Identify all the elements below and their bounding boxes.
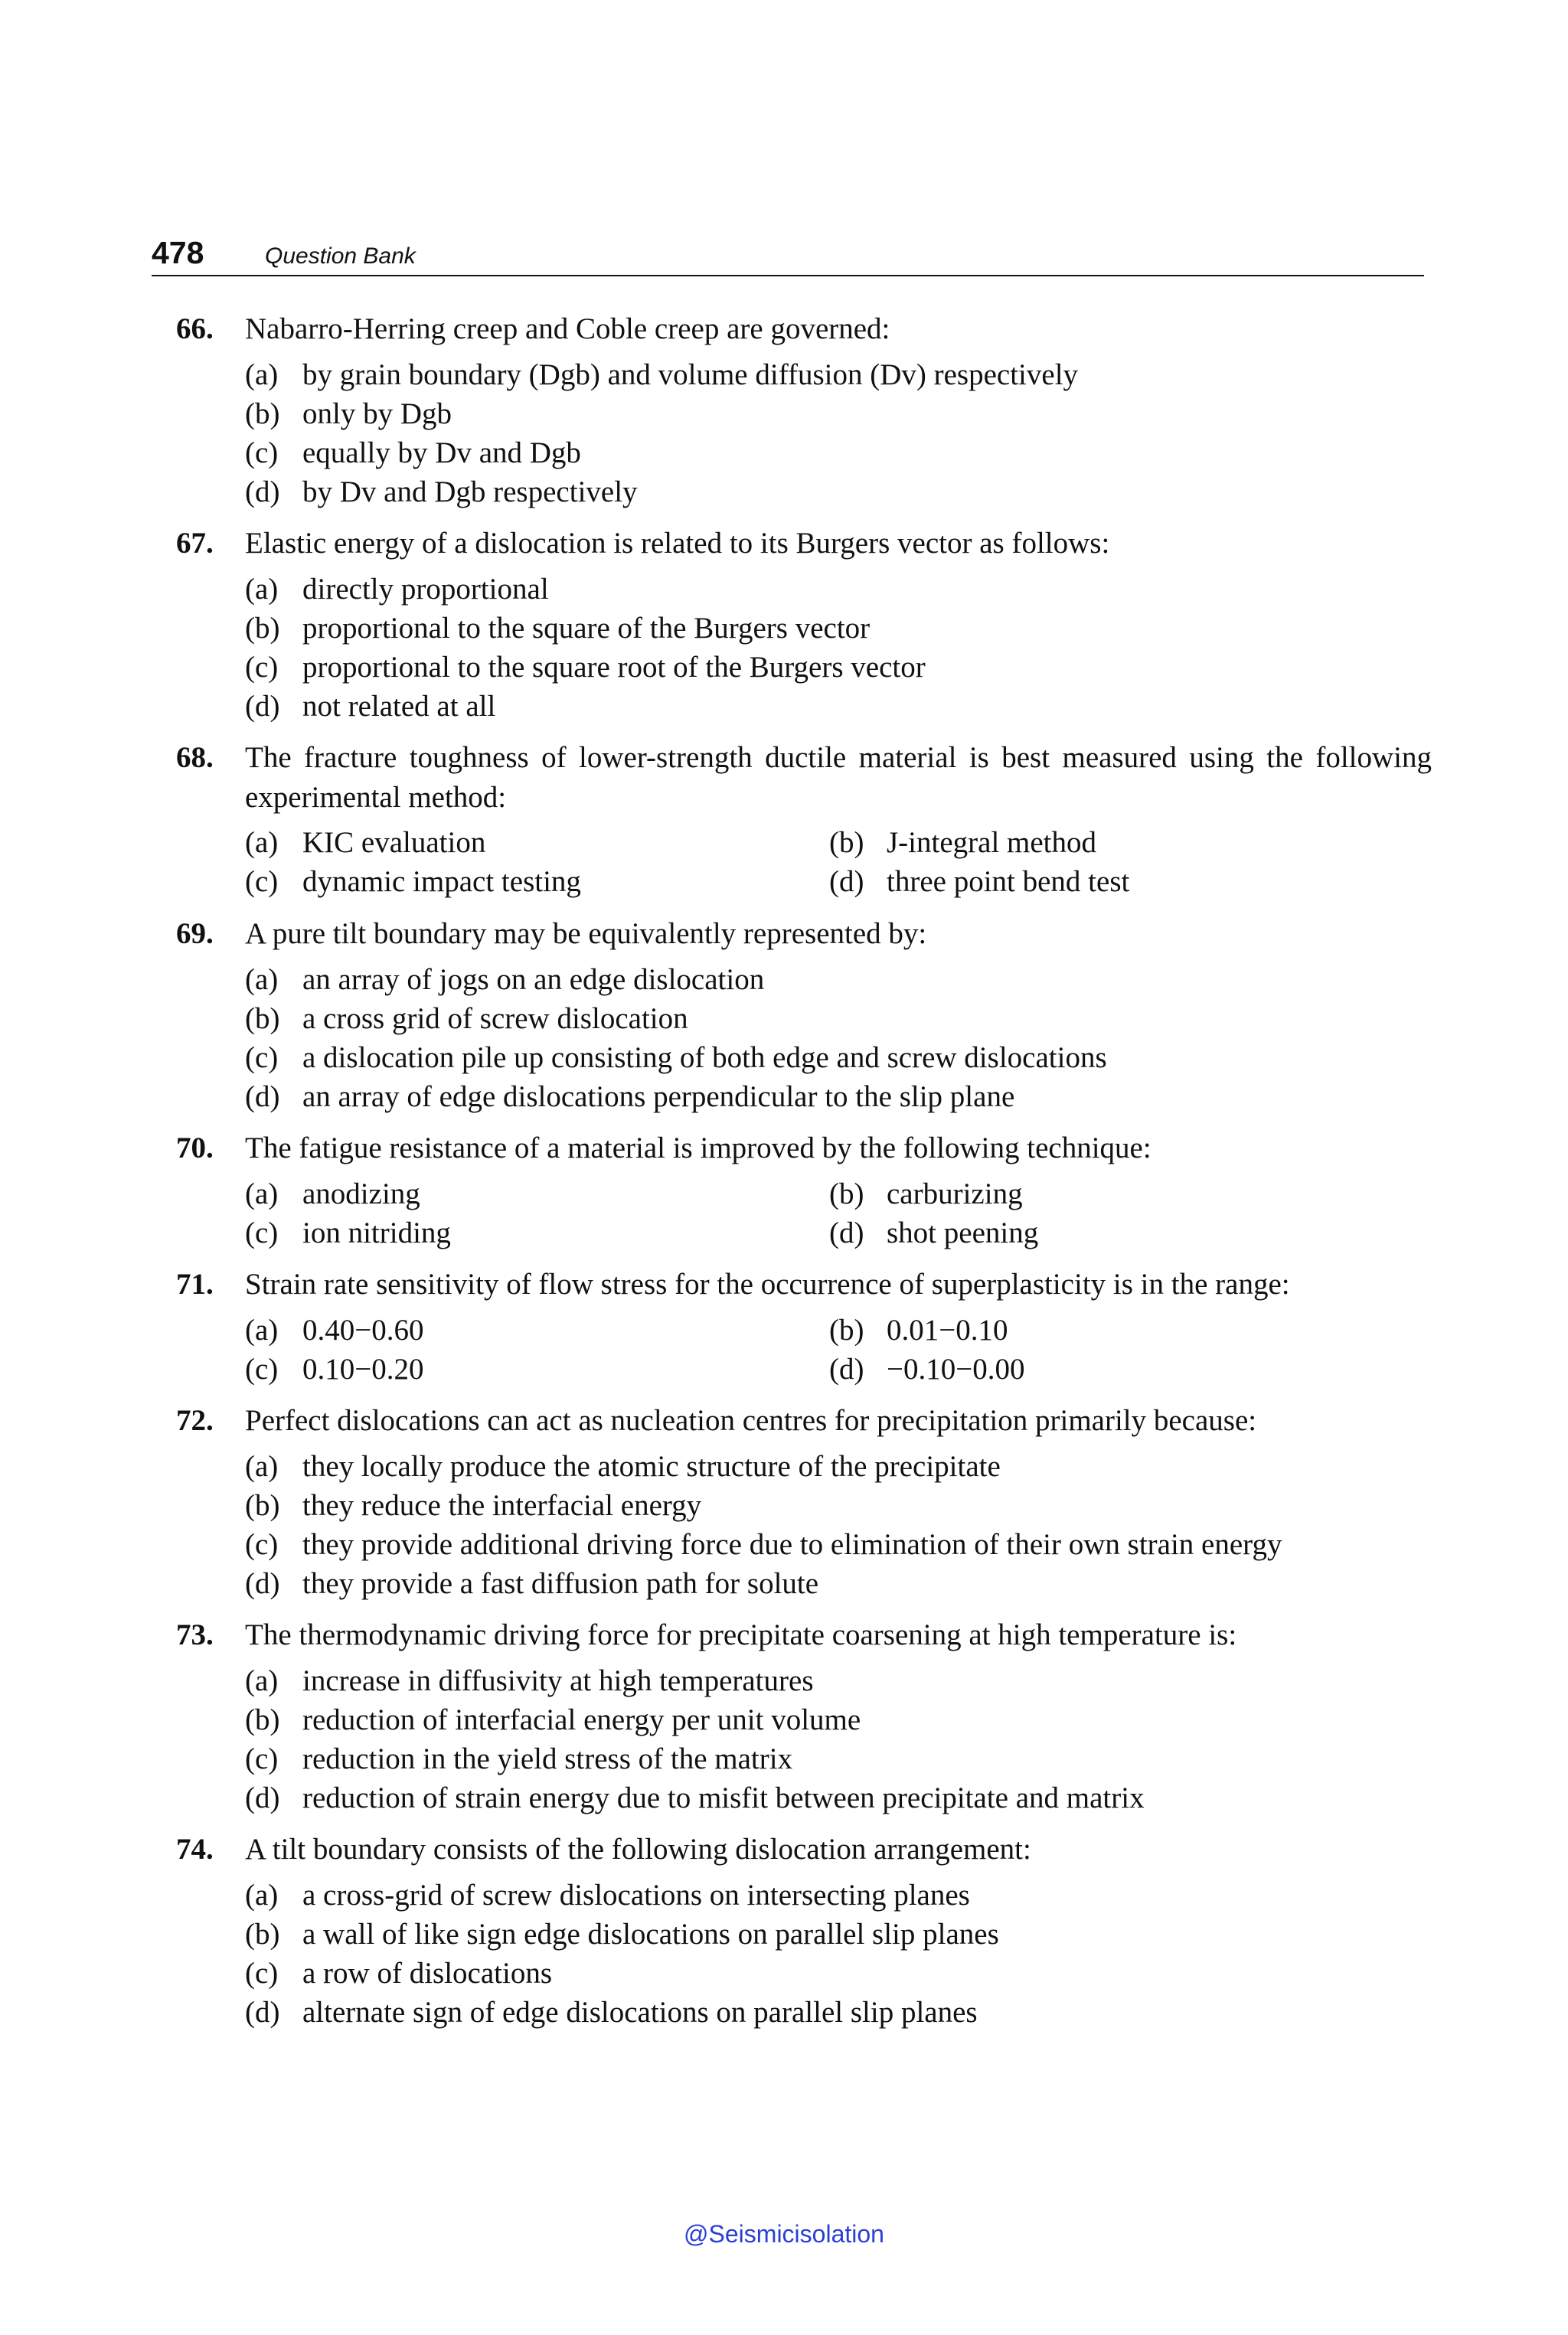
- option: [245, 609, 870, 648]
- option-letter: (c): [245, 1957, 279, 1990]
- option-letter: (d): [245, 690, 280, 723]
- option-letter: (b): [245, 397, 280, 430]
- option-letter: (b): [829, 1314, 864, 1347]
- question-stem: The thermodynamic driving force for precipitate coarsening at high temperature is:: [245, 1618, 1237, 1651]
- option-letter: (c): [245, 865, 279, 898]
- option: [245, 1174, 420, 1214]
- option-letter: (d): [245, 1996, 280, 2029]
- option: [829, 1174, 1023, 1214]
- option-letter: (d): [245, 1567, 280, 1600]
- option-letter: (b): [245, 1002, 280, 1035]
- option-text: they provide a fast diffusion path for solute: [302, 1567, 819, 1600]
- option-letter: (c): [245, 651, 279, 684]
- option-letter: (a): [245, 573, 279, 606]
- option: [245, 1311, 424, 1350]
- question-number: 72.: [176, 1404, 214, 1437]
- question-stem: Nabarro-Herring creep and Coble creep are governed:: [245, 312, 890, 345]
- option-letter: (c): [245, 1041, 279, 1074]
- option-text: not related at all: [302, 690, 496, 723]
- option-text: ion nitriding: [302, 1216, 451, 1249]
- question-stem: The fracture toughness of lower-strength ductile material is best measured using the following experimental method:: [245, 741, 1432, 814]
- option-text: 0.01−0.10: [887, 1314, 1008, 1347]
- option-text: a dislocation pile up consisting of both edge and screw dislocations: [302, 1041, 1107, 1074]
- option-letter: (b): [245, 612, 280, 645]
- option-letter: (a): [245, 1450, 279, 1483]
- option: [245, 1876, 970, 1915]
- option-text: shot peening: [887, 1216, 1039, 1249]
- option-text: they provide additional driving force due to elimination of their own strain energy: [302, 1528, 1282, 1561]
- option: [245, 472, 638, 512]
- option-text: proportional to the square root of the Burgers vector: [302, 651, 926, 684]
- option-text: an array of edge dislocations perpendicular to the slip plane: [302, 1080, 1015, 1113]
- option-text: by Dv and Dgb respectively: [302, 475, 638, 508]
- option-text: reduction of interfacial energy per unit volume: [302, 1703, 861, 1736]
- option: [245, 1700, 861, 1740]
- page-header: [152, 234, 1424, 276]
- option: [245, 687, 495, 727]
- option: [245, 1778, 1145, 1818]
- question-number: 68.: [176, 741, 214, 774]
- question-stem: Perfect dislocations can act as nucleation centres for precipitation primarily because:: [245, 1404, 1257, 1437]
- option-letter: (c): [245, 1528, 279, 1561]
- option-text: anodizing: [302, 1177, 420, 1210]
- option-text: by grain boundary (Dgb) and volume diffusion (Dv) respectively: [302, 358, 1079, 391]
- option-letter: (a): [245, 1177, 279, 1210]
- option-text: three point bend test: [887, 865, 1130, 898]
- option-text: increase in diffusivity at high temperatures: [302, 1664, 814, 1697]
- option-text: reduction of strain energy due to misfit between precipitate and matrix: [302, 1781, 1145, 1814]
- option: [245, 1739, 792, 1779]
- option: [245, 648, 926, 687]
- option-letter: (c): [245, 1742, 279, 1775]
- option: [245, 999, 688, 1039]
- option-letter: (d): [245, 475, 280, 508]
- option-letter: (b): [245, 1918, 280, 1951]
- option-letter: (a): [245, 1879, 279, 1912]
- option-letter: (c): [245, 436, 279, 469]
- option-text: 0.40−0.60: [302, 1314, 424, 1347]
- option-text: reduction in the yield stress of the matrix: [302, 1742, 793, 1775]
- option: [245, 1447, 1001, 1487]
- option: [245, 433, 581, 473]
- option: [245, 1993, 978, 2033]
- option: [829, 1311, 1008, 1350]
- option-letter: (a): [245, 963, 279, 996]
- option-text: alternate sign of edge dislocations on parallel slip planes: [302, 1996, 978, 2029]
- option-text: they reduce the interfacial energy: [302, 1489, 702, 1522]
- question-number: 74.: [176, 1833, 214, 1866]
- option-letter: (b): [245, 1489, 280, 1522]
- option-letter: (b): [829, 826, 864, 859]
- option-text: proportional to the square of the Burgers vector: [302, 612, 871, 645]
- option: [245, 1038, 1107, 1078]
- question-number: 71.: [176, 1268, 214, 1301]
- option: [245, 1954, 552, 1994]
- question-number: 69.: [176, 917, 214, 950]
- option: [245, 1213, 451, 1253]
- option-text: carburizing: [887, 1177, 1023, 1210]
- question-number: 73.: [176, 1618, 214, 1651]
- option: [245, 355, 1078, 395]
- option-text: an array of jogs on an edge dislocation: [302, 963, 765, 996]
- watermark: @Seismicisolation: [684, 2220, 884, 2248]
- option: [245, 960, 764, 1000]
- option-text: a cross grid of screw dislocation: [302, 1002, 688, 1035]
- option-text: equally by Dv and Dgb: [302, 436, 581, 469]
- option: [245, 1564, 818, 1604]
- option-text: a cross-grid of screw dislocations on intersecting planes: [302, 1879, 970, 1912]
- option-text: a wall of like sign edge dislocations on parallel slip planes: [302, 1918, 999, 1951]
- option-text: only by Dgb: [302, 397, 452, 430]
- option: [245, 1525, 1282, 1565]
- option-letter: (d): [245, 1080, 280, 1113]
- option: [245, 1661, 814, 1701]
- option-text: 0.10−0.20: [302, 1353, 424, 1386]
- option-text: J-integral method: [887, 826, 1097, 859]
- option: [829, 862, 1129, 902]
- option: [245, 862, 581, 902]
- option-letter: (d): [829, 865, 864, 898]
- option-text: KIC evaluation: [302, 826, 486, 859]
- page-number: 478: [152, 235, 204, 270]
- question-stem: The fatigue resistance of a material is improved by the following technique:: [245, 1132, 1152, 1164]
- question-number: 66.: [176, 312, 214, 345]
- option: [245, 1915, 999, 1955]
- question-number: 70.: [176, 1132, 214, 1164]
- option: [245, 1486, 701, 1526]
- option-letter: (d): [245, 1781, 280, 1814]
- option-letter: (a): [245, 826, 279, 859]
- option: [245, 394, 452, 434]
- option: [245, 1077, 1014, 1117]
- question-stem: Strain rate sensitivity of flow stress for the occurrence of superplasticity is in the range:: [245, 1268, 1290, 1301]
- option: [245, 823, 485, 863]
- option-letter: (a): [245, 1664, 279, 1697]
- option-letter: (b): [829, 1177, 864, 1210]
- option-letter: (d): [829, 1353, 864, 1386]
- option-text: they locally produce the atomic structure of the precipitate: [302, 1450, 1001, 1483]
- option: [829, 1213, 1038, 1253]
- option: [829, 823, 1096, 863]
- option-text: −0.10−0.00: [887, 1353, 1025, 1386]
- question-stem: Elastic energy of a dislocation is related to its Burgers vector as follows:: [245, 527, 1110, 560]
- option-letter: (a): [245, 1314, 279, 1347]
- option: [245, 570, 549, 609]
- option: [829, 1350, 1025, 1390]
- option-text: dynamic impact testing: [302, 865, 581, 898]
- running-title: Question Bank: [265, 243, 416, 269]
- option: [245, 1350, 424, 1390]
- option-letter: (c): [245, 1216, 279, 1249]
- option-text: a row of dislocations: [302, 1957, 553, 1990]
- option-letter: (d): [829, 1216, 864, 1249]
- option-letter: (c): [245, 1353, 279, 1386]
- option-text: directly proportional: [302, 573, 549, 606]
- question-number: 67.: [176, 527, 214, 560]
- question-stem: A pure tilt boundary may be equivalently represented by:: [245, 917, 927, 950]
- question-stem: A tilt boundary consists of the following dislocation arrangement:: [245, 1833, 1031, 1866]
- option-letter: (b): [245, 1703, 280, 1736]
- option-letter: (a): [245, 358, 279, 391]
